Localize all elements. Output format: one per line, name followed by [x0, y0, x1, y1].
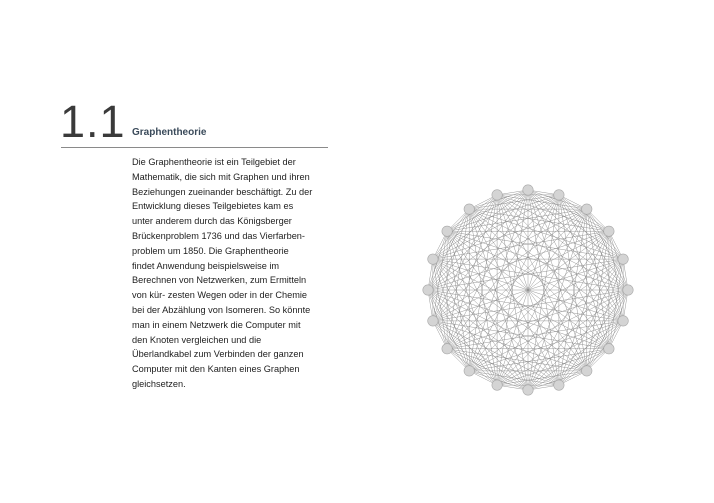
body-line-11: bei der Abzählung von Isomeren. So könnte [132, 304, 311, 315]
body-line-7: problem um 1850. Die Graphentheorie [132, 245, 289, 256]
graph-node-10 [554, 380, 564, 390]
graph-edge [428, 195, 497, 290]
graph-node-12 [492, 380, 502, 390]
graph-node-2 [554, 190, 564, 200]
graph-edge [497, 195, 528, 390]
graph-edge [528, 190, 628, 290]
body-line-16: gleichsetzen. [132, 378, 186, 389]
graph-edges [428, 190, 628, 390]
graph-node-19 [464, 204, 474, 214]
graph-node-5 [618, 254, 628, 264]
graph-node-20 [492, 190, 502, 200]
graph-edge [433, 209, 469, 321]
section-title: Graphentheorie [132, 127, 207, 138]
section-number: 1.1 [60, 96, 126, 147]
graph-node-17 [428, 254, 438, 264]
graph-node-6 [623, 285, 633, 295]
graph-node-1 [523, 185, 533, 195]
body-line-4: Entwicklung dieses Teilgebietes kam es [132, 201, 294, 212]
graph-node-8 [604, 344, 614, 354]
graph-node-9 [582, 366, 592, 376]
graph-node-16 [423, 285, 433, 295]
graph-edge [497, 195, 623, 321]
graph-edge [497, 195, 587, 371]
body-text [132, 155, 332, 392]
graph-node-3 [582, 204, 592, 214]
graph-node-18 [442, 226, 452, 236]
graph-node-7 [618, 316, 628, 326]
body-line-6: Brückenproblem 1736 und das Vierfarben- [132, 230, 305, 241]
body-line-13: den Knoten vergleichen und die [132, 334, 262, 345]
graph-node-4 [604, 226, 614, 236]
graph-edge [469, 209, 528, 390]
graph-edge [433, 321, 497, 385]
body-line-9: Berechnen von Netzwerken, zum Ermitteln [132, 275, 307, 286]
graph-node-14 [442, 344, 452, 354]
graph-edge [528, 290, 628, 390]
graph-edge [559, 321, 623, 385]
body-line-2: Mathematik, die sich mit Graphen und ihren [132, 171, 310, 182]
body-line-15: Computer mit den Kanten eines Graphen [132, 364, 300, 375]
body-line-12: man in einem Netzwerk die Computer mit [132, 319, 301, 330]
graph-edge [447, 231, 623, 321]
body-line-8: findet Anwendung beispielsweise im [132, 260, 280, 271]
graph-node-13 [464, 366, 474, 376]
graph-node-15 [428, 316, 438, 326]
graph-edge [433, 259, 559, 385]
graph-edge [433, 195, 497, 259]
body-line-5: unter anderem durch das Königsberger [132, 216, 292, 227]
graph-edge [428, 190, 528, 290]
section-rule [61, 147, 328, 148]
complete-graph-figure [418, 180, 638, 400]
graph-edge [497, 195, 609, 231]
graph-node-11 [523, 385, 533, 395]
graph-edge [559, 195, 623, 259]
graph-edge [469, 209, 559, 385]
body-line-1: Die Graphentheorie ist ein Teilgebiet der [132, 157, 296, 167]
body-line-3: Beziehungen zueinander beschäftigt. Zu der [132, 186, 313, 197]
graph-edge [469, 209, 609, 349]
body-line-14: Überlandkabel zum Verbinden der ganzen [132, 349, 304, 360]
graph-edge [428, 290, 528, 390]
body-line-10: von kür- zesten Wegen oder in der Chemie [132, 290, 307, 301]
